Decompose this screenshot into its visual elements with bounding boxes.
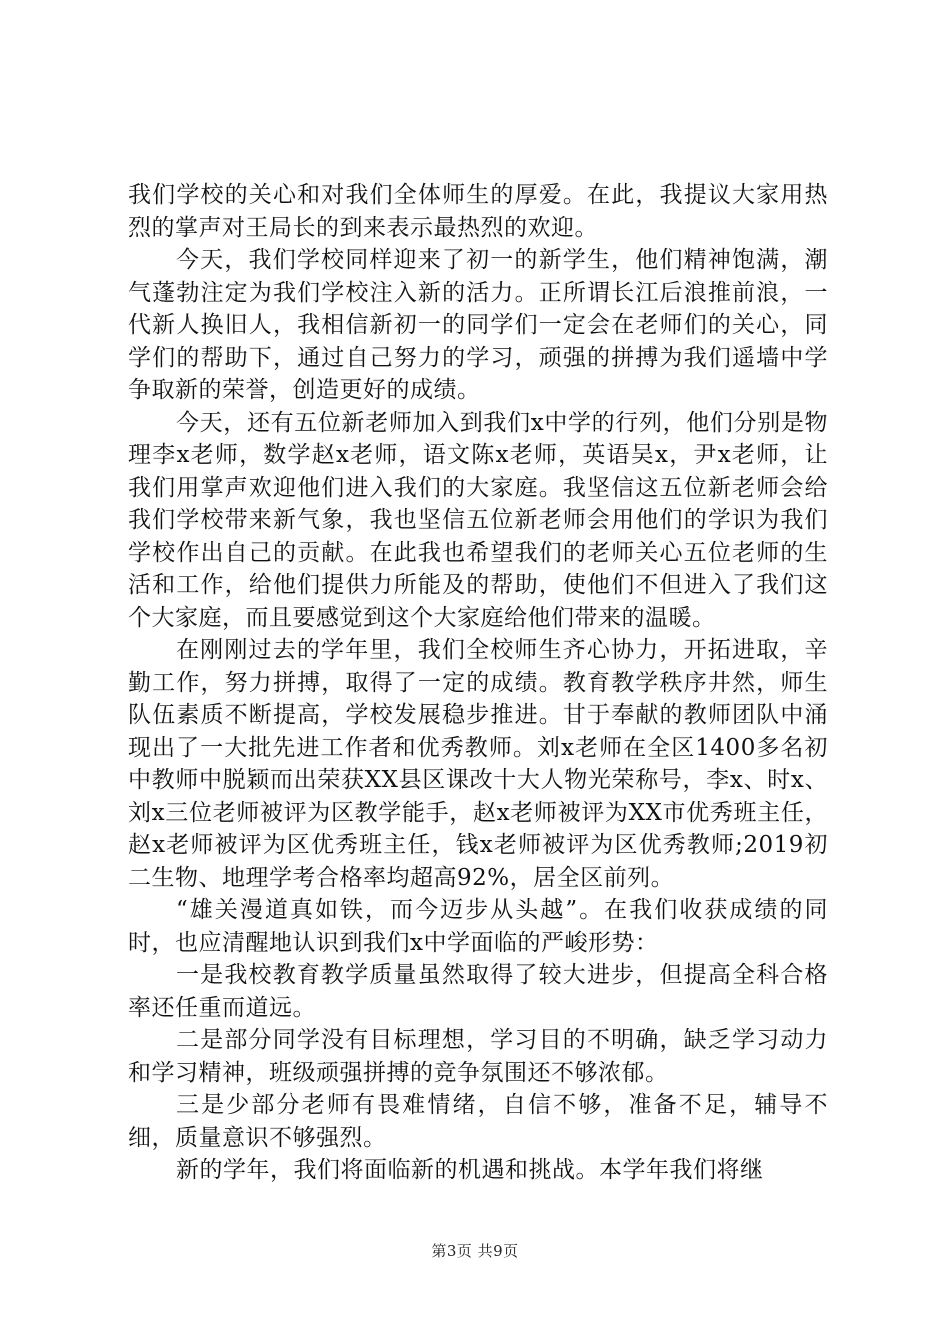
paragraph-2: 今天，我们学校同样迎来了初一的新学生，他们精神饱满，潮气蓬勃注定为我们学校注入新的活力。正所谓长江后浪推前浪，一代新人换旧人，我相信新初一的同学们一定会在老师们的关心，同学们的帮助下，通过自己努力的学习，顽强的拼搏为我们遥墙中学争取新的荣誉，创造更好的成绩。 [128, 247, 828, 403]
paragraph-5: “雄关漫道真如铁，而今迈步从头越”。在我们收获成绩的同时，也应清醒地认识到我们x中学面临的严峻形势： [128, 897, 828, 956]
page-number-footer: 第3页 共9页 [431, 1242, 519, 1260]
paragraph-8: 三是少部分老师有畏难情绪，自信不够，准备不足，辅导不细，质量意识不够强烈。 [128, 1092, 828, 1151]
document-body [128, 179, 828, 1187]
paragraph-4: 在刚刚过去的学年里，我们全校师生齐心协力，开拓进取，辛勤工作，努力拼搏，取得了一定的成绩。教育教学秩序井然，师生队伍素质不断提高，学校发展稳步推进。甘于奉献的教师团队中涌现出了一大批先进工作者和优秀教师。刘x老师在全区1400多名初中教师中脱颖而出荣获XX县区课改十大人物光荣称号，李x、时x、刘x三位老师被评为区教学能手，赵x老师被评为XX市优秀班主任，赵x老师被评为区优秀班主任，钱x老师被评为区优秀教师;2019初二生物、地理学考合格率均超高92%，居全区前列。 [128, 637, 828, 891]
paragraph-1: 我们学校的关心和对我们全体师生的厚爱。在此，我提议大家用热烈的掌声对王局长的到来表示最热烈的欢迎。 [128, 182, 828, 241]
paragraph-9: 新的学年，我们将面临新的机遇和挑战。本学年我们将继 [176, 1157, 764, 1183]
paragraph-6: 一是我校教育教学质量虽然取得了较大进步，但提高全科合格率还任重而道远。 [128, 962, 828, 1021]
paragraph-3: 今天，还有五位新老师加入到我们x中学的行列，他们分别是物理李x老师，数学赵x老师，语文陈x老师，英语吴x，尹x老师，让我们用掌声欢迎他们进入我们的大家庭。我坚信这五位新老师会给我们学校带来新气象，我也坚信五位新老师会用他们的学识为我们学校作出自己的贡献。在此我也希望我们的老师关心五位老师的生活和工作，给他们提供力所能及的帮助，使他们不但进入了我们这个大家庭，而且要感觉到这个大家庭给他们带来的温暖。 [128, 409, 828, 631]
paragraph-7: 二是部分同学没有目标理想，学习目的不明确，缺乏学习动力和学习精神，班级顽强拼搏的竞争氛围还不够浓郁。 [128, 1027, 828, 1086]
